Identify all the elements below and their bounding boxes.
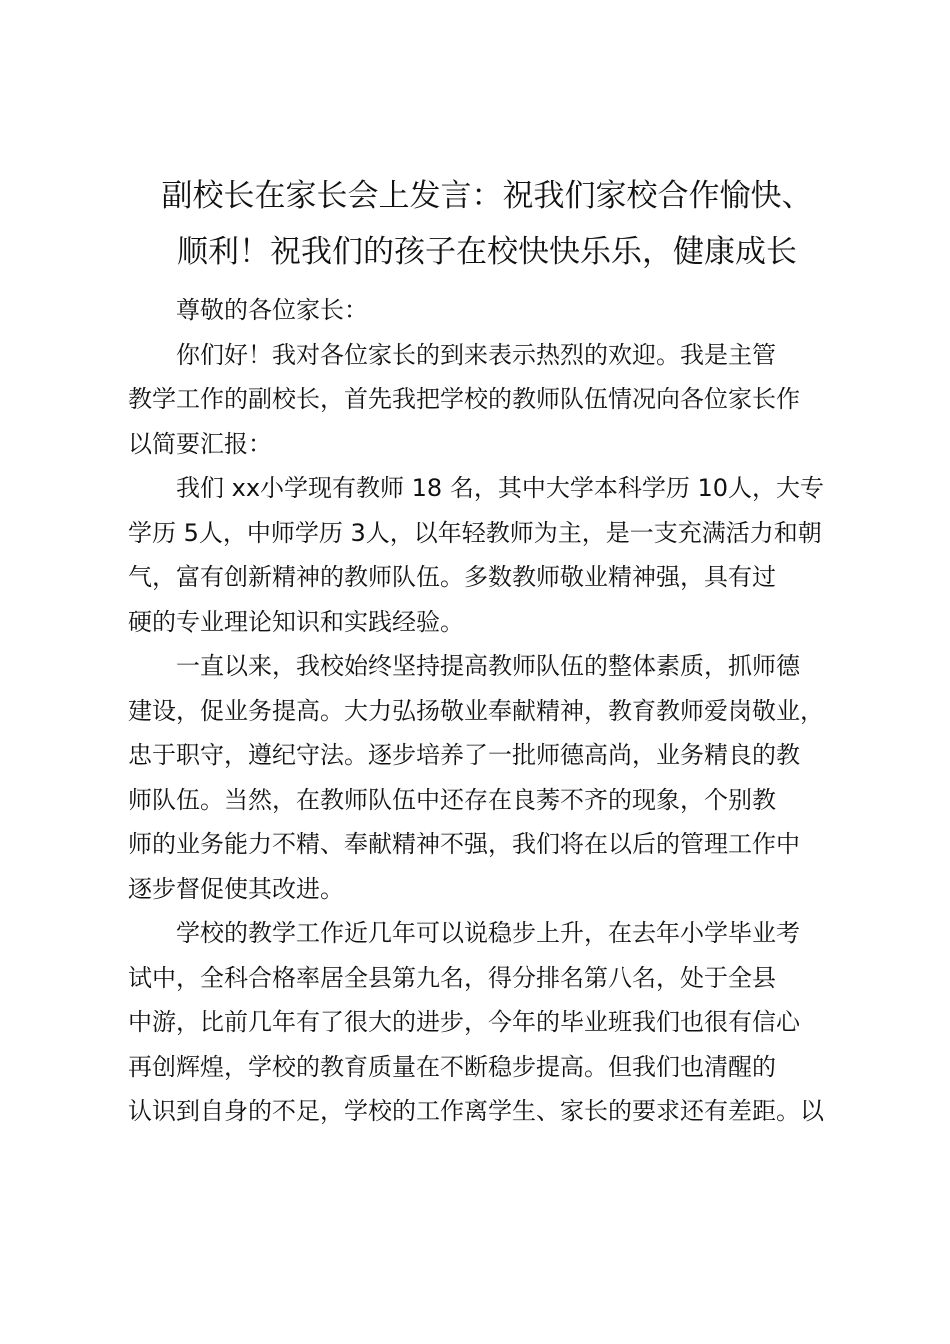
document-title: 副校长在家长会上发言：祝我们家校合作愉快、 顺利！祝我们的孩⼦在校快快乐乐，健康成长 — [161, 178, 813, 270]
paragraph-greeting: 你们好！我对各位家长的到来表⽰热烈的欢迎。我是主管 教学⼯作的副校长，⾸先我把学校的教师队伍情况向各位家长作 以简要汇报： — [128, 340, 800, 458]
paragraph-teacher-development: ⼀直以来，我校始终坚持提⾼教师队伍的整体素质，抓师德 建设，促业务提⾼。⼤⼒弘扬敬业奉献精神，教育教师爱岗敬业， 忠于职守，遵纪守法。逐步培养了⼀批师德⾼尚，业务精良的教 师队伍。当然，在教师队伍中还存在良莠不齐的现象，个别教 师的业务能⼒不精、奉献精神不强，我们将在以后的管理⼯作中 逐步督促使其改进。 — [128, 652, 824, 903]
paragraph-staff-overview: 我们 xx⼩学现有教师 18 名，其中⼤学本科学历 10⼈，⼤专 学历 5⼈，中师学历 3⼈，以年轻教师为主，是⼀⽀充满活⼒和朝 ⽓，富有创新精神的教师队伍。多数教师敬业精神强，具有过 硬的专业理论知识和实践经验。 — [128, 474, 824, 636]
document-body — [128, 168, 846, 1134]
paragraph-teaching-results: 学校的教学⼯作近⼏年可以说稳步上升，在去年⼩学毕业考 试中，全科合格率居全县第九名，得分排名第⼋名，处于全县 中游，⽐前⼏年有了很⼤的进步，今年的毕业班我们也很有信⼼ 再创辉煌，学校的教育质量在不断稳步提⾼。但我们也清醒的 认识到⾃⾝的不⾜，学校的⼯作离学⽣、家长的要求还有差距。以 — [128, 919, 824, 1125]
salutation: 尊敬的各位家长： — [176, 296, 368, 324]
